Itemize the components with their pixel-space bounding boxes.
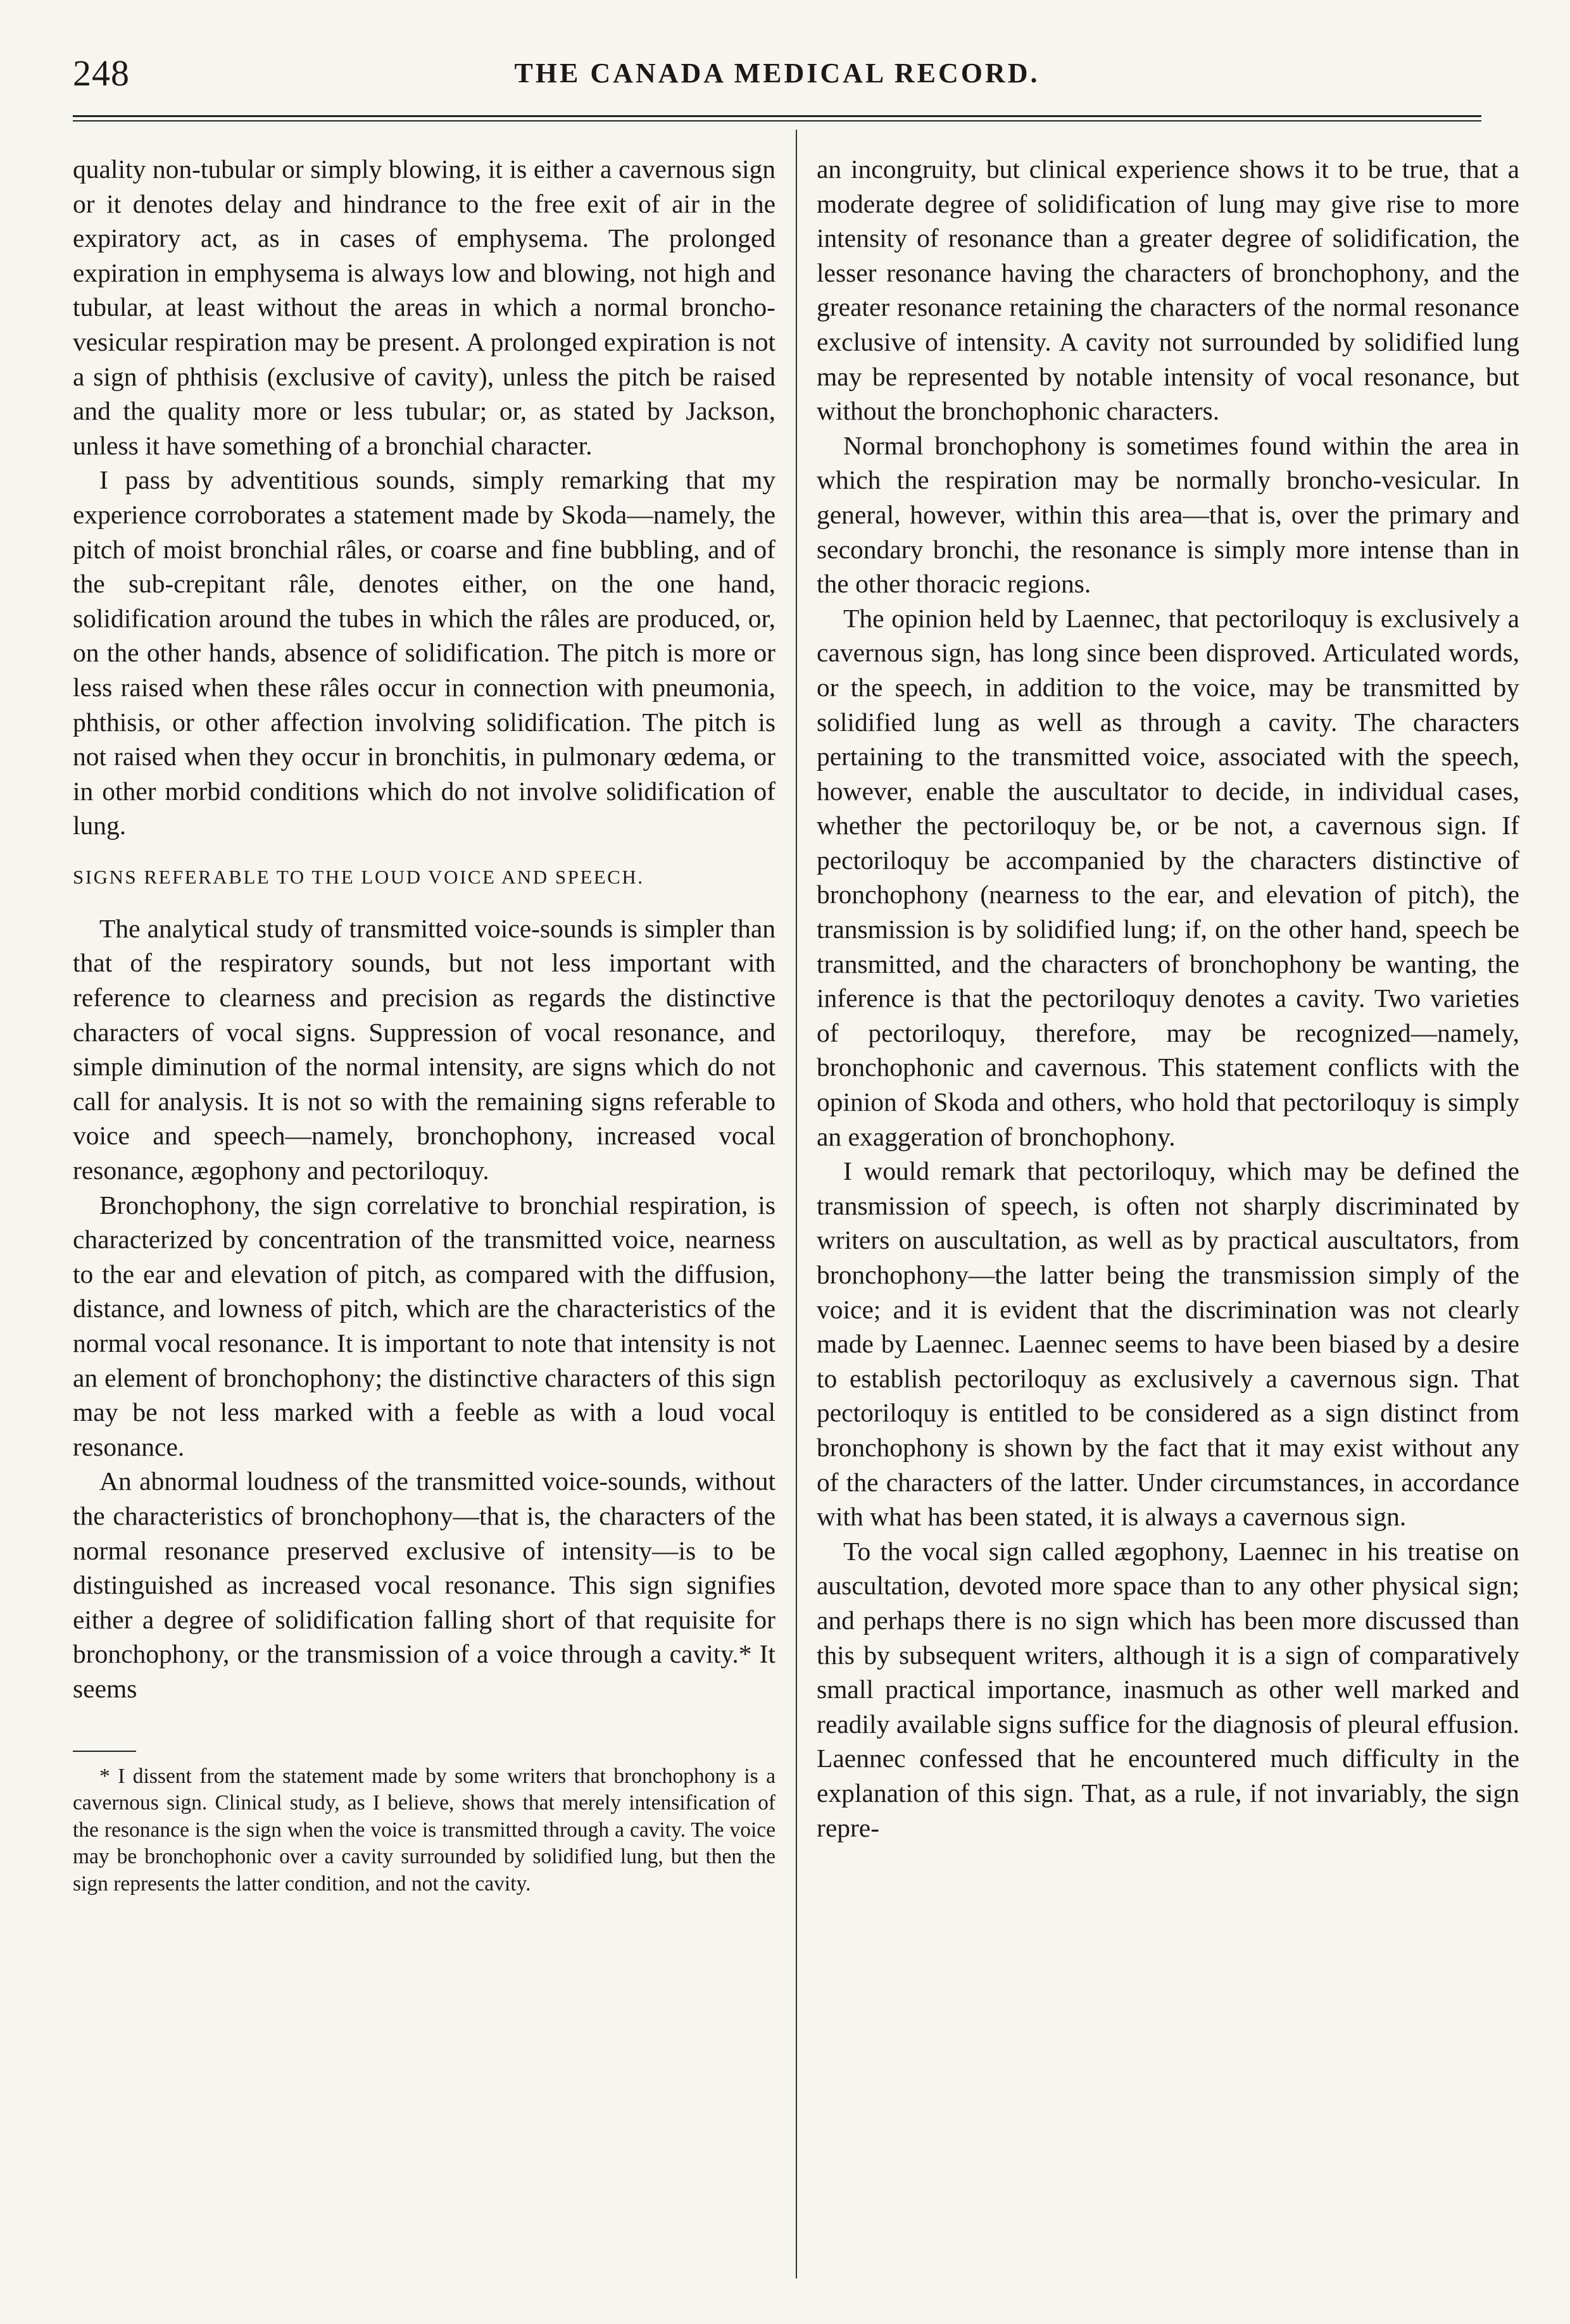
header-double-rule [73, 115, 1481, 122]
right-column [817, 152, 1519, 1845]
paragraph: The analytical study of transmitted voice-sounds is simpler than that of the respiratory sounds, but not less important with reference to clearness and precision as regards the distinctive characters of vocal signs. Suppression of vocal resonance, and simple diminution of the normal intensity, are signs which do not call for analysis. It is not so with the remaining signs referable to voice and speech—namely, bronchophony, increased vocal resonance, ægophony and pectoriloquy. [73, 913, 776, 1185]
paragraph: I would remark that pectoriloquy, which may be defined the transmission of speech, is often not sharply discriminated by writers on auscultation, as well as by practical auscultators, from bronchophony—the latter being the transmission simply of the voice; and it is evident that the discrimination was not clearly made by Laennec. Laennec seems to have been biased by a desire to establish pectoriloquy as exclusively a cavernous sign. That pectoriloquy is entitled to be considered as a sign distinct from bronchophony is shown by the fact that it may exist without any of the characters of the latter. Under circumstances, in accordance with what has been stated, it is always a cavernous sign. [817, 1156, 1519, 1532]
paragraph: The opinion held by Laennec, that pectoriloquy is exclusively a cavernous sign, has long since been disproved. Articulated words, or the speech, in addition to the voice, may be transmitted by solidified lung as well as through a cavity. The characters pertaining to the transmitted voice, associated with the speech, however, enable the auscultator to decide, in individual cases, whether the pectoriloquy be, or be not, a cavernous sign. If pectoriloquy be accompanied by the characters distinctive of bronchophony (nearness to the ear, and elevation of pitch), the transmission is by solidified lung; if, on the other hand, speech be transmitted, and the characters of bronchophony be wanting, the inference is that the pectoriloquy denotes a cavity. Two varieties of pectoriloquy, therefore, may be recognized—namely, bronchophonic and cavernous. This statement conflicts with the opinion of Skoda and others, who hold that pectoriloquy is simply an exaggeration of bronchophony. [817, 603, 1519, 1151]
paragraph: an incongruity, but clinical experience shows it to be true, that a moderate degree of solidification of lung may give rise to more intensity of resonance than a greater degree of solidification, the lesser resonance having the characters of bronchophony, and the greater resonance retaining the characters of the normal resonance exclusive of intensity. A cavity not surrounded by solidified lung may be represented by notable intensity of vocal resonance, but without the bronchophonic characters. [817, 154, 1519, 426]
running-head: THE CANADA MEDICAL RECORD. [514, 58, 1040, 89]
paragraph: Bronchophony, the sign correlative to bronchial respiration, is characterized by concentration of the transmitted voice, nearness to the ear and elevation of pitch, as compared with the diffusion, distance, and lowness of pitch, which are the characteristics of the normal vocal resonance. It is important to note that intensity is not an element of bronchophony; the distinctive characters of this sign may be not less marked with a feeble as with a loud vocal resonance. [73, 1190, 776, 1461]
column-divider [796, 130, 797, 2278]
paragraph: Normal bronchophony is sometimes found within the area in which the respiration may be normally broncho-vesicular. In general, however, within this area—that is, over the primary and secondary bronchi, the resonance is simply more intense than in the other thoracic regions. [817, 430, 1519, 599]
footnote-rule [73, 1751, 136, 1752]
footnote: * I dissent from the statement made by some writers that bronchophony is a cavernous sign. Clinical study, as I believe, shows that merely intensification of the resonance is the sign when the voice is transmitted through a cavity. The voice may be bronchophonic over a cavity surrounded by solidified lung, but then the sign represents the latter condition, and not the cavity. [73, 1764, 776, 1896]
page-header [73, 49, 1481, 100]
paragraph: I pass by adventitious sounds, simply remarking that my experience corroborates a statement made by Skoda—namely, the pitch of moist bronchial râles, or coarse and fine bubbling, and of the sub-crepitant râle, denotes either, on the one hand, solidification around the tubes in which the râles are produced, or, on the other hands, absence of solidification. The pitch is more or less raised when these râles occur in connection with pneumonia, phthisis, or other affection involving solidification. The pitch is not raised when they occur in bronchitis, in pulmonary œdema, or in other morbid conditions which do not involve solidification of lung. [73, 465, 776, 840]
page-number: 248 [73, 53, 130, 94]
paragraph: To the vocal sign called ægophony, Laennec in his treatise on auscultation, devoted more space than to any other physical sign; and perhaps there is no sign which has been more discussed than this by subsequent writers, although it is a sign of comparatively small practical importance, inasmuch as other well marked and readily available signs suffice for the diagnosis of pleural effusion. Laennec confessed that he encountered much difficulty in the explanation of this sign. That, as a rule, if not invariably, the sign repre- [817, 1536, 1519, 1842]
left-column [73, 152, 776, 1897]
section-heading: SIGNS REFERABLE TO THE LOUD VOICE AND SPEECH. [73, 865, 644, 888]
paragraph: An abnormal loudness of the transmitted voice-sounds, without the characteristics of bronchophony—that is, the characters of the normal resonance preserved exclusive of intensity—is to be distinguished as increased vocal resonance. This sign signifies either a degree of solidification falling short of that requisite for bronchophony, or the transmission of a voice through a cavity.* It seems [73, 1466, 776, 1703]
paragraph: quality non-tubular or simply blowing, it is either a cavernous sign or it denotes delay and hindrance to the free exit of air in the expiratory act, as in cases of emphysema. The prolonged expiration in emphysema is always low and blowing, not high and tubular, at least without the areas in which a normal broncho-vesicular respiration may be present. A prolonged expiration is not a sign of phthisis (exclusive of cavity), unless the pitch be raised and the quality more or less tubular; or, as stated by Jackson, unless it have something of a bronchial character. [73, 154, 776, 460]
